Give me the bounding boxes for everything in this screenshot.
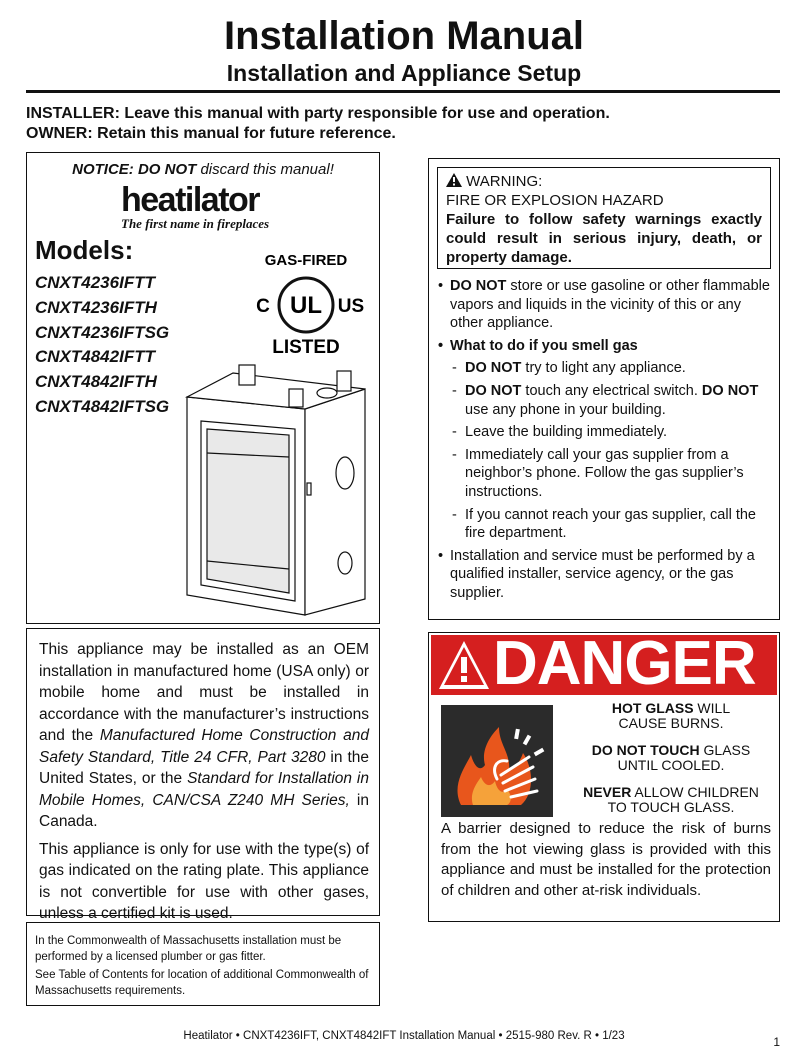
warning-bullet bbox=[435, 277, 775, 333]
bold-text: HOT GLASS bbox=[611, 700, 694, 716]
model-item: CNXT4842IFTSG bbox=[35, 396, 170, 416]
do-not-touch-warning bbox=[571, 743, 771, 773]
bold-text: DO NOT bbox=[701, 382, 759, 399]
heatilator-logo bbox=[121, 183, 321, 231]
warning-line: TO TOUCH GLASS. bbox=[607, 799, 735, 815]
ul-listed-mark bbox=[241, 249, 371, 359]
warning-instructions bbox=[435, 277, 775, 607]
header-rule bbox=[26, 90, 780, 93]
warning-heading-row bbox=[446, 172, 762, 191]
warning-subitem bbox=[435, 359, 775, 378]
page-footer: Heatilator • CNXT4236IFT, CNXT4842IFT Installation Manual • 2515-980 Rev. R • 1/23 bbox=[183, 1030, 625, 1042]
installer-notice: INSTALLER: Leave this manual with party responsible for use and operation. bbox=[26, 105, 610, 122]
bullet-text: store or use gasoline or other flammable vapors and liquids in the vicinity of this or any other appliance. bbox=[450, 278, 770, 332]
bold-text: NEVER bbox=[583, 784, 632, 800]
fireplace-illustration bbox=[177, 363, 377, 623]
model-item: CNXT4842IFTT bbox=[35, 347, 155, 367]
bold-text: DO NOT bbox=[450, 278, 507, 294]
bold-text: DO NOT bbox=[465, 360, 522, 377]
oem-standard-us: Manufactured Home Construction and Safety Standard, Title 24 CFR, Part 3280 bbox=[39, 727, 369, 766]
model-item: CNXT4236IFTSG bbox=[35, 322, 170, 342]
warning-line: UNTIL COOLED. bbox=[617, 757, 725, 773]
warning-triangle-icon bbox=[446, 173, 462, 187]
oem-text-span: in the United States, or the bbox=[39, 748, 369, 787]
warning-subitem: - Immediately call your gas supplier from a neighbor’s phone. Follow the gas supplier’s instructions. bbox=[435, 446, 775, 502]
oem-text bbox=[39, 639, 369, 931]
warning-box bbox=[428, 158, 780, 620]
warning-bullet: • What to do if you smell gas bbox=[435, 337, 775, 356]
bold-text: DO NOT bbox=[465, 382, 522, 399]
oem-paragraph bbox=[39, 639, 369, 833]
warning-line: GLASS bbox=[699, 742, 751, 758]
bold-text: DO NOT TOUCH bbox=[591, 742, 700, 758]
warning-text: Failure to follow safety warnings exactly could result in serious injury, death, or property damage. bbox=[446, 211, 762, 266]
massachusetts-text bbox=[35, 933, 375, 1001]
owner-notice: OWNER: Retain this manual for future reference. bbox=[26, 125, 396, 142]
oem-text-span: in Canada. bbox=[39, 791, 369, 830]
product-box bbox=[26, 152, 380, 624]
hot-glass-warnings bbox=[571, 701, 771, 827]
page-number: 1 bbox=[773, 1035, 780, 1049]
ul-mark-text: UL bbox=[290, 292, 322, 319]
hot-glass-hand-icon bbox=[441, 705, 553, 817]
danger-box bbox=[428, 632, 780, 922]
model-item: CNXT4842IFTH bbox=[35, 372, 157, 392]
gas-type-paragraph: This appliance is only for use with the type(s) of gas indicated on the rating plate. This appliance is not convertible for use with other gases, unless a certified kit is used. bbox=[39, 840, 369, 922]
subitem-text: use any phone in your building. bbox=[465, 401, 666, 418]
massachusetts-paragraph: In the Commonwealth of Massachusetts installation must be performed by a licensed plumber or gas fitter. bbox=[35, 935, 342, 963]
oem-standard-canada: Standard for Installation in Mobile Homes, CAN/CSA Z240 MH Series, bbox=[39, 770, 370, 809]
warning-heading: WARNING: bbox=[466, 173, 543, 190]
ul-right-text: US bbox=[337, 296, 365, 317]
discard-notice-bold: NOTICE: DO NOT bbox=[72, 161, 197, 178]
subitem-text: touch any electrical switch. bbox=[521, 382, 702, 399]
manual-title: Installation Manual bbox=[223, 14, 585, 58]
discard-notice bbox=[27, 161, 379, 178]
warning-line: CAUSE BURNS. bbox=[618, 715, 724, 731]
danger-word: DANGER bbox=[493, 635, 756, 695]
massachusetts-paragraph: See Table of Contents for location of additional Commonwealth of Massachusetts requirements. bbox=[35, 969, 369, 997]
discard-notice-rest: discard this manual! bbox=[196, 161, 334, 178]
model-item: CNXT4236IFTH bbox=[35, 297, 157, 317]
children-warning bbox=[571, 785, 771, 815]
hot-glass-warning bbox=[571, 701, 771, 731]
warning-subitem: - Leave the building immediately. bbox=[435, 423, 775, 442]
warning-line: ALLOW CHILDREN bbox=[631, 784, 759, 800]
danger-banner bbox=[431, 635, 777, 695]
warning-line: WILL bbox=[693, 700, 731, 716]
manual-subtitle: Installation and Appliance Setup bbox=[226, 60, 582, 86]
logo-tagline: The first name in fireplaces bbox=[121, 216, 270, 231]
warning-bullet: • Installation and service must be performed by a qualified installer, service agency, or the gas supplier. bbox=[435, 547, 775, 603]
oem-text-span: This appliance may be installed as an OEM installation in manufactured home (USA only) or mobile home and must be installed in accordance with the manufacturer’s instructions and the bbox=[39, 641, 369, 744]
models-label: Models: bbox=[35, 235, 134, 265]
models-list bbox=[35, 271, 169, 420]
ul-bottom-text: LISTED bbox=[272, 337, 340, 358]
warning-header bbox=[437, 167, 771, 269]
subitem-text: try to light any appliance. bbox=[521, 360, 686, 377]
warning-hazard: FIRE OR EXPLOSION HAZARD bbox=[446, 192, 664, 209]
ul-top-text: GAS-FIRED bbox=[264, 252, 348, 269]
barrier-text: A barrier designed to reduce the risk of burns from the hot viewing glass is provided with this appliance and must be installed for the protection of children and other at-risk individuals. bbox=[441, 820, 771, 899]
danger-triangle-icon bbox=[437, 639, 491, 691]
warning-subitem: - If you cannot reach your gas supplier, call the fire department. bbox=[435, 506, 775, 543]
oem-installation-box bbox=[26, 628, 380, 922]
warning-subitem bbox=[435, 382, 775, 419]
model-item: CNXT4236IFTT bbox=[35, 273, 155, 292]
ul-left-text: C bbox=[256, 296, 270, 317]
logo-wordmark: heatilator bbox=[121, 181, 260, 219]
massachusetts-box bbox=[26, 922, 380, 1006]
